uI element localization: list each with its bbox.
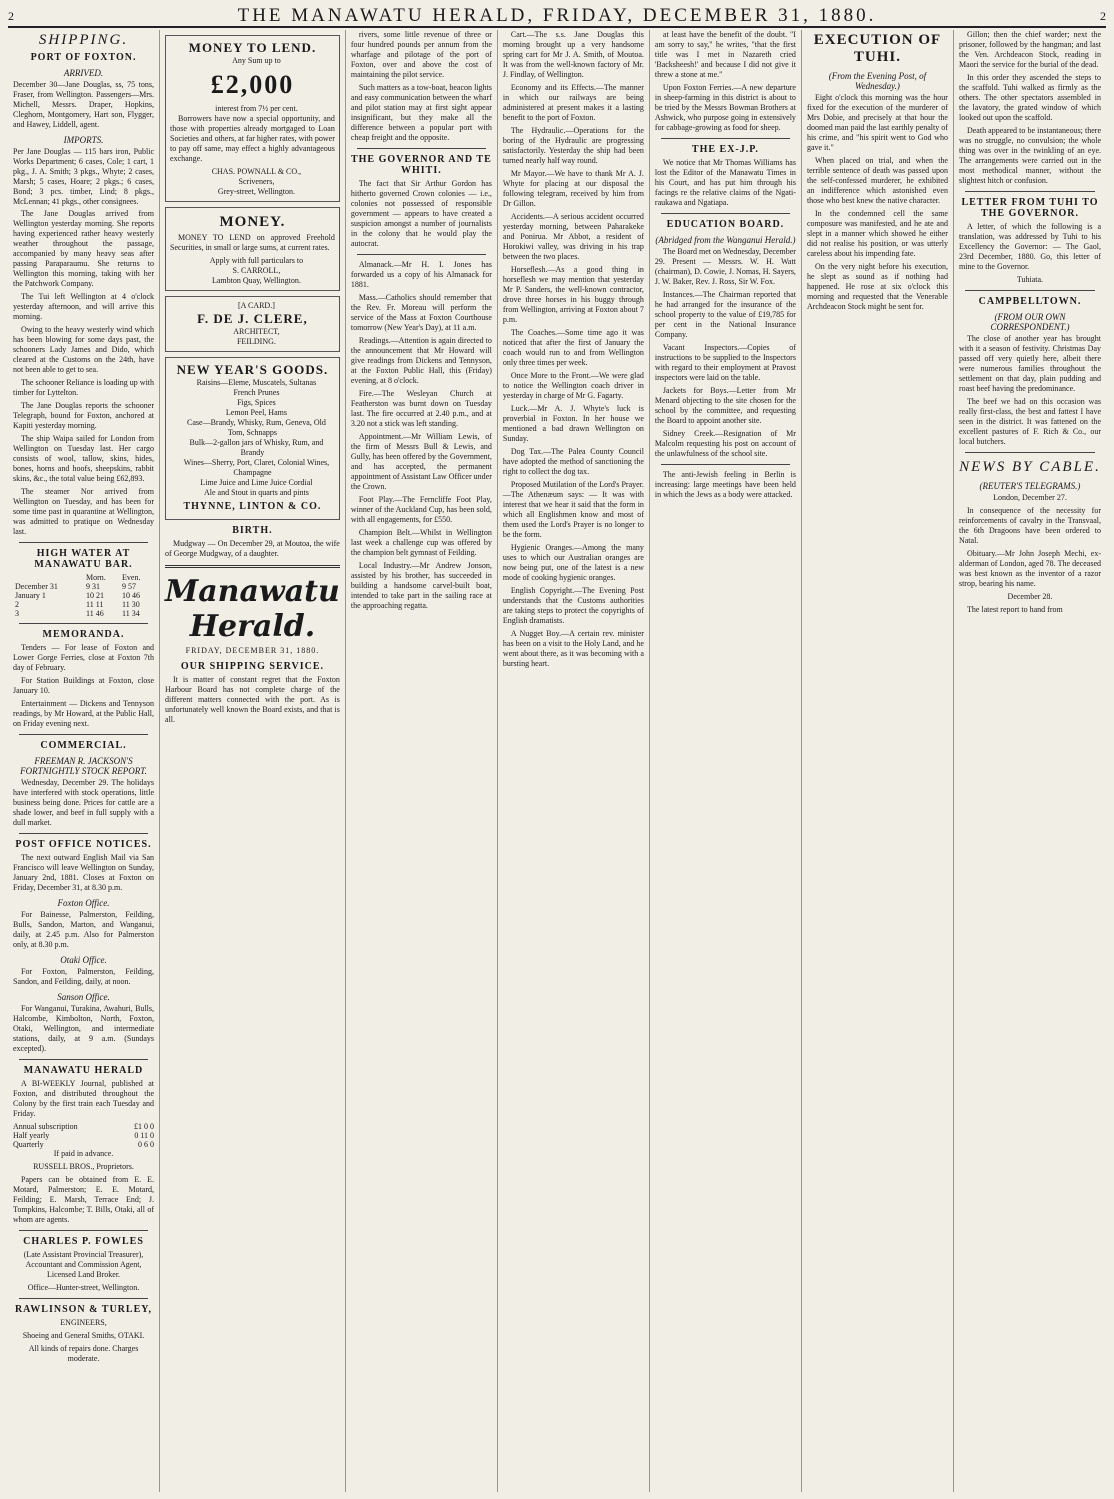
card-label: [A CARD.] <box>237 301 275 310</box>
local-item: Proposed Mutilation of the Lord's Prayer.—The Athenæum says: — It was with interest that we hear it said that the form in which all Englishmen know and most of them used the Lord's Prayer is no longer to be the form. <box>502 480 644 539</box>
execution-text: When placed on trial, and when the terrible sentence of death was passed upon the self-confessed murderer, he exhibited an indifference which astonished even those who best knew the native character. <box>806 156 948 205</box>
fowles-ad-heading: CHARLES P. FOWLES <box>23 1236 144 1247</box>
tide-even: 11 30 <box>122 600 140 609</box>
divider <box>357 254 486 255</box>
exjp-heading: THE EX-J.P. <box>691 144 759 155</box>
commercial-text: Wednesday, December 29. The holidays have interfered with stock operations, little business being done. Prices for cattle are a shade lower, and beef in full supply with a dull market. <box>13 778 155 827</box>
local-item: Fire.—The Wesleyan Church at Featherston was burnt down on Tuesday last. The fire occurred at 2.40 p.m., and at 3.20 not a stick was left standing. <box>350 389 492 428</box>
loan-firm-address: Grey-street, Wellington. <box>217 187 296 196</box>
divider <box>661 213 790 214</box>
news-item: The anti-Jewish feeling in Berlin is increasing: large meetings have been held in which the Jews as a body were attacked. <box>654 470 796 499</box>
imports-text: Per Jane Douglas — 115 bars iron, Public Works Department; 6 cases, Cole; 1 cart, 1 pkg., J. A. Smith; 3 pkgs., Whyte; 2 cases, Marsh; 5 cases, Hoare; 2 pkgs.; 6 cases, Bond; 3 pcs. timber, Lind; 8 pkgs., McLennan; 41 pkgs., other consignees. <box>13 147 155 206</box>
price-value: £1 0 0 <box>134 1122 155 1131</box>
tide-day: December 31 <box>15 582 58 591</box>
campbelltown-text: The close of another year has brought with it a season of festivity. Christmas Day passed off very quietly here, albeit there were numerous families throughout the settlement on that day, plain pudding and roast beef having the predominance. <box>958 334 1101 393</box>
cable-subheading: (REUTER'S TELEGRAMS.) <box>979 481 1081 491</box>
cable-heading: NEWS BY CABLE. <box>959 459 1101 475</box>
tide-header-row <box>13 573 154 582</box>
tide-morn: 11 11 <box>86 600 104 609</box>
cable-text: In consequence of the necessity for reinforcements of cavalry in the Transvaal, the 6th Dragoons have been ordered to Natal. <box>958 506 1101 545</box>
loan-subheading: Any Sum up to <box>232 56 281 65</box>
tide-header-morn: Morn. <box>86 573 106 582</box>
memo-2: For Station Buildings at Foxton, close January 10. <box>13 676 155 695</box>
shipping-news-4: The schooner Reliance is loading up with timber for Lyttelton. <box>13 378 155 397</box>
execution-subheading: (From the Evening Post, of Wednesday.) <box>828 71 927 91</box>
governor-heading: THE GOVERNOR AND TE WHITI. <box>350 154 492 176</box>
loan-text: Borrowers have now a special opportunity, and those with properties already mortgaged to Loan Societies and others, at far higher rates, with power to pay off same, may effect a highly advantageous exchange. <box>170 114 335 163</box>
rawlinson-ad-heading: RAWLINSON & TURLEY, <box>14 1304 153 1315</box>
publisher: RUSSELL BROS., Proprietors. <box>33 1162 134 1171</box>
education-item: Vacant Inspectors.—Copies of instructions to be supplied to the Inspectors with regard to their employment at Pravost inspectors were laid on the table. <box>654 343 796 382</box>
divider <box>19 1059 148 1060</box>
otaki-office-text: For Foxton, Palmerston, Feilding, Sandon, and Feilding, daily, at noon. <box>13 967 155 986</box>
divider <box>19 542 148 543</box>
shipping-news-2: The Tui left Wellington at 4 o'clock yesterday afternoon, and will arrive this morning. <box>13 292 155 321</box>
shipping-service-heading: OUR SHIPPING SERVICE. <box>180 661 325 672</box>
divider <box>661 138 790 139</box>
education-item: Sidney Creek.—Resignation of Mr Malcolm requesting his post on account of the unlawfulness of the school site. <box>654 429 796 458</box>
education-item: Jackets for Boys.—Letter from Mr Menard objecting to the site chosen for the school by the committee, and requesting the Board to appoint another site. <box>654 386 796 425</box>
cable-text: The latest report to hand from <box>966 605 1063 614</box>
tide-table <box>13 573 154 618</box>
imports-label: IMPORTS. <box>63 135 104 145</box>
post-office-text: The next outward English Mail via San Francisco will leave Wellington on Sunday, January 2nd, 1881. Closes at Foxton on Friday, December 31, at 8.30 p.m. <box>13 853 155 892</box>
campbelltown-text: The beef we had on this occasion was really first-class, the best and fattest I have seen in the district. It was fattened on the excellent pastures of F. Rich & Co., our local butchers. <box>958 397 1101 446</box>
otaki-office-heading: Otaki Office. <box>60 955 107 965</box>
editorial-text: Such matters as a tow-boat, beacon lights and easy communication between the wharf and pilot station may at first sight appear insignificant, but they make all the difference between a popular port with cheap freight and the opposite. <box>350 83 492 142</box>
tide-heading: HIGH WATER AT MANAWATU BAR. <box>34 548 133 570</box>
tide-day: 2 <box>15 600 19 609</box>
declere-profession: ARCHITECT, <box>233 327 280 336</box>
money-text: MONEY TO LEND on approved Freehold Securities, in small or large sums, at current rates. <box>170 233 335 252</box>
tide-morn: 11 46 <box>86 609 104 618</box>
local-item: Luck.—Mr A. J. Whyte's luck is proverbial in Foxton. In her house we mentioned a bad drawn Wellington on Sunday. <box>502 404 644 443</box>
divider <box>19 833 148 834</box>
execution-text: Death appeared to be instantaneous; there was no struggle, no convulsion; the whole thing was over in the twinkling of an eye. The arrangements were carried out in the most methodical manner, without the slightest hitch or confusion. <box>958 126 1101 185</box>
local-item: Horseflesh.—As a good thing in horseflesh we may mention that yesterday Mr P. Sanders, the well-known contractor, drove three horses in his buggy through from Wellington, arriving at Foxton about 7 p.m. <box>502 265 644 324</box>
masthead <box>8 6 1106 28</box>
education-text: The Board met on Wednesday, December 29. Present — Messrs. W. H. Watt (chairman), D. Cowie, J. Nomas, H. Sayers, J. W. Baker, Rev. J. Ross, Sir W. Fox. <box>654 247 796 286</box>
thynne-firm: THYNNE, LINTON & CO. <box>183 501 322 512</box>
letter-signature: Tuhiata. <box>1016 275 1044 284</box>
tide-row <box>13 591 154 600</box>
tide-row <box>13 600 154 609</box>
education-heading: EDUCATION BOARD. <box>666 219 785 230</box>
cable-text: Obituary.—Mr John Joseph Mechi, ex-alderman of London, aged 78. The deceased was best known as the inventor of a razor strop, bearing his name. <box>958 549 1101 588</box>
local-item: Foot Play.—The Ferncliffe Foot Play, winner of the Auckland Cup, has been sold, with all engagements, for £550. <box>350 495 492 524</box>
foxton-office-text: For Bainesse, Palmerston, Feilding, Bulls, Sandon, Marton, and Wanganui, daily, at 2.45 p.m. Also for Palmerston only, at 8.30 p.m. <box>13 910 155 949</box>
cable-date: December 28. <box>1007 592 1053 601</box>
execution-text: Eight o'clock this morning was the hour fixed for the execution of the murderer of Mrs Dobie, and precisely at that hour the doomed man paid the last earthly penalty of his crime, and "his spirit went to God who gave it." <box>806 93 948 152</box>
price-value: 0 11 0 <box>134 1131 155 1140</box>
loan-firm: CHAS. POWNALL & CO., <box>211 167 302 176</box>
price-label: Quarterly <box>13 1140 44 1149</box>
commercial-heading: COMMERCIAL. <box>40 740 127 751</box>
local-item: The Hydraulic.—Operations for the boring of the Hydraulic are progressing satisfactorily. Yesterday the ship had been turned nearly half way round. <box>502 126 644 165</box>
memo-1: Tenders — For lease of Foxton and Lower Gorge Ferries, close at Foxton 7th day of February. <box>13 643 155 672</box>
shipping-heading: SHIPPING. <box>38 32 129 48</box>
shipping-news-3: Owing to the heavy westerly wind which has been blowing for some days past, the schooners Lady James and Dido, which cleared at the Customs on the 24th, have not been able to get to sea. <box>13 325 155 374</box>
shipping-news-1: The Jane Douglas arrived from Wellington yesterday morning. She reports having experienced rather heavy westerly weather throughout the passage, accompanied by many heavy seas after passing Paraparaumu. She returns to Wellington this morning, taking with her the Patchwork Company. <box>13 209 155 288</box>
price-row <box>13 1131 154 1140</box>
money-apply: Apply with full particulars to <box>209 256 304 265</box>
execution-text: In the condemned cell the same composure was manifested, and he ate and slept in a manner which showed he either did not realise his position, or was utterly careless about his impending fate. <box>806 209 948 258</box>
campbelltown-heading: CAMPBELLTOWN. <box>978 296 1082 307</box>
column-7 <box>954 30 1106 1492</box>
price-row <box>13 1122 154 1131</box>
editorial-text: rivers, some little revenue of three or four hundred pounds per annum from the wharfage and pilotage of the port of Foxton, over and above the cost of maintaining the pilot service. <box>350 30 492 79</box>
divider <box>965 191 1095 192</box>
carroll-name: S. CARROLL, <box>232 266 281 275</box>
port-heading: PORT OF FOXTON. <box>30 52 137 63</box>
local-item: Readings.—Attention is again directed to the announcement that Mr Howard will give readings from Dickens and Tennyson, at the Foxton Public Hall, this (Friday) evening, at 8 o'clock. <box>350 336 492 385</box>
newyear-advert <box>165 357 340 520</box>
education-subheading: (Abridged from the Wanganui Herald.) <box>655 235 796 245</box>
shipping-news-7: The steamer Nor arrived from Wellington on Tuesday, and has been for some time past in quarantine at Wellington, was admitted to pratique on Wednesday last. <box>13 487 155 536</box>
declere-name: F. DE J. CLERE, <box>197 311 308 326</box>
local-item: Cart.—The s.s. Jane Douglas this morning brought up a very handsome spring cart for Mr J. A. Smith, of Moutoa. It was from the well-known factory of Mr. J. Findlay, of Wellington. <box>502 30 644 79</box>
column-2 <box>160 30 346 1492</box>
loan-amount: £2,000 <box>210 70 295 99</box>
divider <box>19 1230 148 1231</box>
goods-item: Ale and Stout in quarts and pints <box>203 488 309 497</box>
price-row <box>13 1140 154 1149</box>
price-label: Annual subscription <box>13 1122 78 1131</box>
local-item: Champion Belt.—Whilst in Wellington last week a challenge cup was offered by the champion belt gymnast of Feilding. <box>350 528 492 557</box>
tide-even: 9 57 <box>122 582 137 591</box>
dateline: FRIDAY, DECEMBER 31, 1880. <box>185 646 320 655</box>
tide-row <box>13 609 154 618</box>
divider <box>965 290 1095 291</box>
divider <box>661 464 790 465</box>
governor-text: The fact that Sir Arthur Gordon has hitherto governed Crown colonies — i.e., colonies not possessed of responsible government — appears to have created a suspicion amongst a number of journalists in the colony that he would play the autocrat. <box>350 179 492 248</box>
divider <box>19 623 148 624</box>
column-4 <box>498 30 650 1492</box>
rawlinson-ad-text: Shoeing and General Smiths, OTAKI. <box>22 1331 145 1340</box>
local-item: Mass.—Catholics should remember that the Rev. Fr. Moreau will perform the service of the Mass at Foxton Courthouse tomorrow (New Year's Day), at 11 a.m. <box>350 293 492 332</box>
declere-address: FEILDING. <box>236 337 276 346</box>
divider <box>965 452 1095 453</box>
education-item: Instances.—The Chairman reported that he had arranged for the insurance of the school property to the value of £19,785 for per cent in the National Insurance Company. <box>654 290 796 339</box>
arrived-text: December 30—Jane Douglas, ss, 75 tons, Fraser, from Wellington. Passengers—Mrs. Michell, Messrs. Draper, Hopkins, Cleghorn, Montgomery, Hart son, Flygger, and Hawey, Liddell, agent. <box>13 80 155 129</box>
tide-row <box>13 582 154 591</box>
newspaper-banner: Manawatu Herald. <box>165 574 340 644</box>
goods-item: French Prunes <box>233 388 280 397</box>
rawlinson-ad-sub: ENGINEERS, <box>60 1318 107 1327</box>
exjp-text: We notice that Mr Thomas Williams has lost the Editor of the Manawatu Times in his Court, and has put him through his facings re the relative claims of the Ngati-raukawa and Ngatiapa. <box>654 158 796 207</box>
local-item: Accidents.—A serious accident occurred yesterday morning, between Paharakeke and Ponirua. Mr Abbot, a resident of Horokiwi valley, was driving in his trap between the two places. <box>502 212 644 261</box>
column-3 <box>346 30 498 1492</box>
local-item: Once More to the Front.—We were glad to notice the Wellington coach driver in yesterday in charge of Mr G. Fagarty. <box>502 371 644 400</box>
local-item: Economy and its Effects.—The manner in which our railways are being administered at present makes it a lasting benefit to the port of Foxton. <box>502 83 644 122</box>
local-item: Hygienic Oranges.—Among the many uses to which our Australian oranges are now being put, one of the latest is a new mode of cooking hygienic oranges. <box>502 543 644 582</box>
birth-heading: BIRTH. <box>232 525 273 536</box>
tide-day: 3 <box>15 609 19 618</box>
goods-item: Bulk—2-gallon jars of Whisky, Rum, and Brandy <box>189 438 324 457</box>
goods-item: Wines—Sherry, Port, Claret, Colonial Wines, Champagne <box>183 458 330 477</box>
commercial-subheading: FREEMAN R. JACKSON'S FORTNIGHTLY STOCK REPORT. <box>20 756 147 776</box>
carroll-address: Lambton Quay, Wellington. <box>211 276 301 285</box>
rawlinson-ad-foot: All kinds of repairs done. Charges moderate. <box>28 1344 139 1363</box>
local-item: at least have the benefit of the doubt. "I am sorry to say," he writes, "that the first title was I met in Nazareth cried 'Backsheesh!' and because I did not give it threw a stone at me." <box>654 30 796 79</box>
column-5 <box>650 30 802 1492</box>
declere-card <box>165 296 340 352</box>
local-item: Mr Mayor.—We have to thank Mr A. J. Whyte for placing at our disposal the following telegram, received by him from Dr Gillon. <box>502 169 644 208</box>
local-item: Local Industry.—Mr Andrew Jonson, assisted by his brother, has succeeded in building a handsome carvel-built boat, intended to take part in the sailing race at the approaching regatta. <box>350 561 492 610</box>
money-advert <box>165 207 340 291</box>
column-6 <box>802 30 954 1492</box>
local-item: Dog Tax.—The Palea County Council have adopted the method of sanctioning the right to collect the dog tax. <box>502 447 644 476</box>
price-label: Half yearly <box>13 1131 50 1140</box>
local-item: The Coaches.—Some time ago it was noticed that after the first of January the coach would run to and from Wellington only three times per week. <box>502 328 644 367</box>
shipping-service-text: It is matter of constant regret that the Foxton Harbour Board has not complete charge of the different matters connected with the port. As is unfortunately well known the Board exists, and that is all. <box>165 675 340 724</box>
local-item: Upon Foxton Ferries.—A new departure in sheep-farming in this district is about to be tried by the Messrs Bowman Brothers at Ashwick, who purpose going in extensively for cabbage-growing as food for sheep. <box>654 83 796 132</box>
sanson-office-heading: Sanson Office. <box>57 992 110 1002</box>
newyear-heading: NEW YEAR'S GOODS. <box>176 362 329 377</box>
local-item: A Nugget Boy.—A certain rev. minister has been on a visit to the Holy Land, and he went about there, as it was becoming with a bursting heart. <box>502 629 644 668</box>
shipping-news-6: The ship Waipa sailed for London from Wellington on Tuesday last. Her cargo consists of wool, tallow, skins, hides, bones, horns and hoofs, sheepskins, rabbit skins, &c., the total value being £62,893. <box>13 434 155 483</box>
goods-item: Case—Brandy, Whisky, Rum, Geneva, Old Tom, Schnapps <box>187 418 326 437</box>
page-number-right: 2 <box>1100 8 1106 23</box>
cable-date: London, December 27. <box>993 493 1067 502</box>
loan-rate: interest from 7½ per cent. <box>215 104 298 113</box>
execution-text: On the very night before his execution, he slept as sound as if nothing had happened. He rose at six o'clock this morning and requested that the Venerable Archdeacon Stock might be sent for. <box>806 262 948 311</box>
agents-text: Papers can be obtained from E. E. Motard, Palmerston; E. E. Motard, Feilding; E. Marsh, Terrace End; J. Tompkins, Halcombe; T. Bills, Otaki, all of whom are agents. <box>13 1175 155 1224</box>
money-heading: MONEY. <box>219 214 286 230</box>
goods-item: Lemon Peel, Hams <box>225 408 287 417</box>
goods-item: Lime Juice and Lime Juice Cordial <box>200 478 313 487</box>
tide-even: 11 34 <box>122 609 140 618</box>
execution-text: In this order they ascended the steps to the scaffold. Tuhi walked as firmly as the others. The other spectators assembled in the lavatory, the grated window of which looked out upon the scaffold. <box>958 73 1101 122</box>
divider <box>19 734 148 735</box>
tide-day: January 1 <box>15 591 46 600</box>
masthead-title: THE MANAWATU HERALD, FRIDAY, DECEMBER 31, 1880. <box>237 5 877 26</box>
memoranda-heading: MEMORANDA. <box>42 629 125 640</box>
fowles-ad-office: Office—Hunter-street, Wellington. <box>27 1283 140 1292</box>
herald-ad-text: A BI-WEEKLY Journal, published at Foxton, and distributed throughout the Colony by the first train each Tuesday and Friday. <box>13 1079 155 1118</box>
letter-heading: LETTER FROM TUHI TO THE GOVERNOR. <box>961 197 1099 219</box>
tide-morn: 10 21 <box>86 591 104 600</box>
foxton-office-heading: Foxton Office. <box>57 898 110 908</box>
fowles-ad-text: (Late Assistant Provincial Treasurer), Accountant and Commission Agent, Licensed Land Broker. <box>23 1250 144 1279</box>
divider <box>357 148 486 149</box>
column-1 <box>8 30 160 1492</box>
columns <box>8 30 1106 1492</box>
letter-text: A letter, of which the following is a translation, was addressed by Tuhi to his Excellency the Governor: — The Gaol, 23rd December, 1880. Go, this letter of mine to the Governor. <box>958 222 1101 271</box>
memo-3: Entertainment — Dickens and Tennyson readings, by Mr Howard, at the Public Hall, on Friday evening next. <box>13 699 155 728</box>
loan-firm-sub: Scriveners, <box>238 177 275 186</box>
local-item: English Copyright.—The Evening Post understands that the Customs authorities are taking steps to protect the copyrights of English dramatists. <box>502 586 644 625</box>
campbelltown-subheading: (FROM OUR OWN CORRESPONDENT.) <box>990 312 1070 332</box>
loan-advert <box>165 35 340 202</box>
tide-morn: 9 31 <box>86 582 100 591</box>
sanson-office-text: For Wanganui, Turakina, Awahuri, Bulls, Halcombe, Kimbolton, North, Foxton, Otaki, Wellington, and intermediate stations, daily, at 9 a.m. (Sundays excepted). <box>13 1004 155 1053</box>
goods-item: Figs, Spices <box>237 398 276 407</box>
local-item: Almanack.—Mr H. I. Jones has forwarded us a copy of his Almanack for 1881. <box>350 260 492 289</box>
tide-even: 10 46 <box>122 591 141 600</box>
post-office-heading: POST OFFICE NOTICES. <box>15 839 152 850</box>
pay-note: If paid in advance. <box>53 1149 114 1158</box>
tide-header-even: Even. <box>122 573 141 582</box>
goods-item: Raisins—Eleme, Muscatels, Sultanas <box>196 378 317 387</box>
price-value: 0 6 0 <box>138 1140 155 1149</box>
shipping-news-5: The Jane Douglas reports the schooner Telegraph, bound for Foxton, anchored at Kapiti yesterday morning. <box>13 401 155 430</box>
double-rule <box>165 565 340 568</box>
local-item: Appointment.—Mr William Lewis, of the firm of Messrs Bull & Lewis, and Gully, has been offered by the Government, and has accepted, the permanent appointment of Assistant Law Officer under the Crown. <box>350 432 492 491</box>
execution-text: Gillon; then the chief warder; next the prisoner, followed by the hangman; and last the Ven. Archdeacon Stock, reading in Maori the service for the burial of the dead. <box>958 30 1101 69</box>
herald-ad-heading: MANAWATU HERALD <box>23 1065 144 1076</box>
page-number-left: 2 <box>8 8 14 23</box>
divider <box>19 1298 148 1299</box>
tide-header-day <box>13 573 84 582</box>
loan-heading: MONEY TO LEND. <box>188 40 317 55</box>
execution-heading: EXECUTION OF TUHI. <box>813 32 942 65</box>
arrived-label: ARRIVED. <box>63 68 104 78</box>
birth-text: Mudgway — On December 29, at Moutoa, the wife of George Mudgway, of a daughter. <box>165 539 340 558</box>
